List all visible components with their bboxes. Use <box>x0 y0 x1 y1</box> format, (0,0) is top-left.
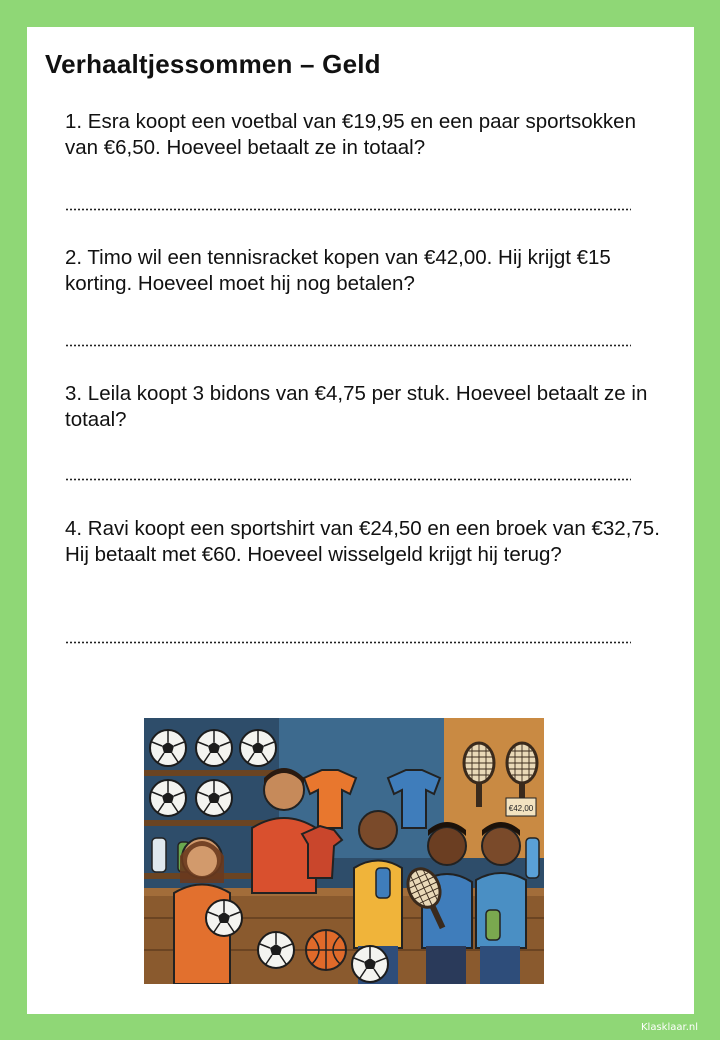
question-4: 4. Ravi koopt een sportshirt van €24,50 en een broek van €32,75. Hij betaalt met €60. Hoeveel wisselgeld krijgt hij terug? <box>65 517 660 566</box>
question-1: 1. Esra koopt een voetbal van €19,95 en een paar sportsokken van €6,50. Hoeveel betaalt ze in totaal? <box>65 110 636 159</box>
answer-line-3[interactable] <box>65 478 631 481</box>
answer-line-4[interactable] <box>65 641 631 644</box>
question-3: 3. Leila koopt 3 bidons van €4,75 per stuk. Hoeveel betaalt ze in totaal? <box>65 382 648 431</box>
question-2: 2. Timo wil een tennisracket kopen van €42,00. Hij krijgt €15 korting. Hoeveel moet hij nog betalen? <box>65 246 611 295</box>
answer-line-1[interactable] <box>65 208 631 211</box>
worksheet-title: Verhaaltjessommen – Geld <box>45 49 381 79</box>
price-tag-label: €42,00 <box>508 804 534 813</box>
answer-line-2[interactable] <box>65 344 631 347</box>
worksheet-page <box>27 27 694 1014</box>
footer-brand: Klasklaar.nl <box>641 1022 698 1033</box>
sports-shop-illustration <box>144 718 544 984</box>
